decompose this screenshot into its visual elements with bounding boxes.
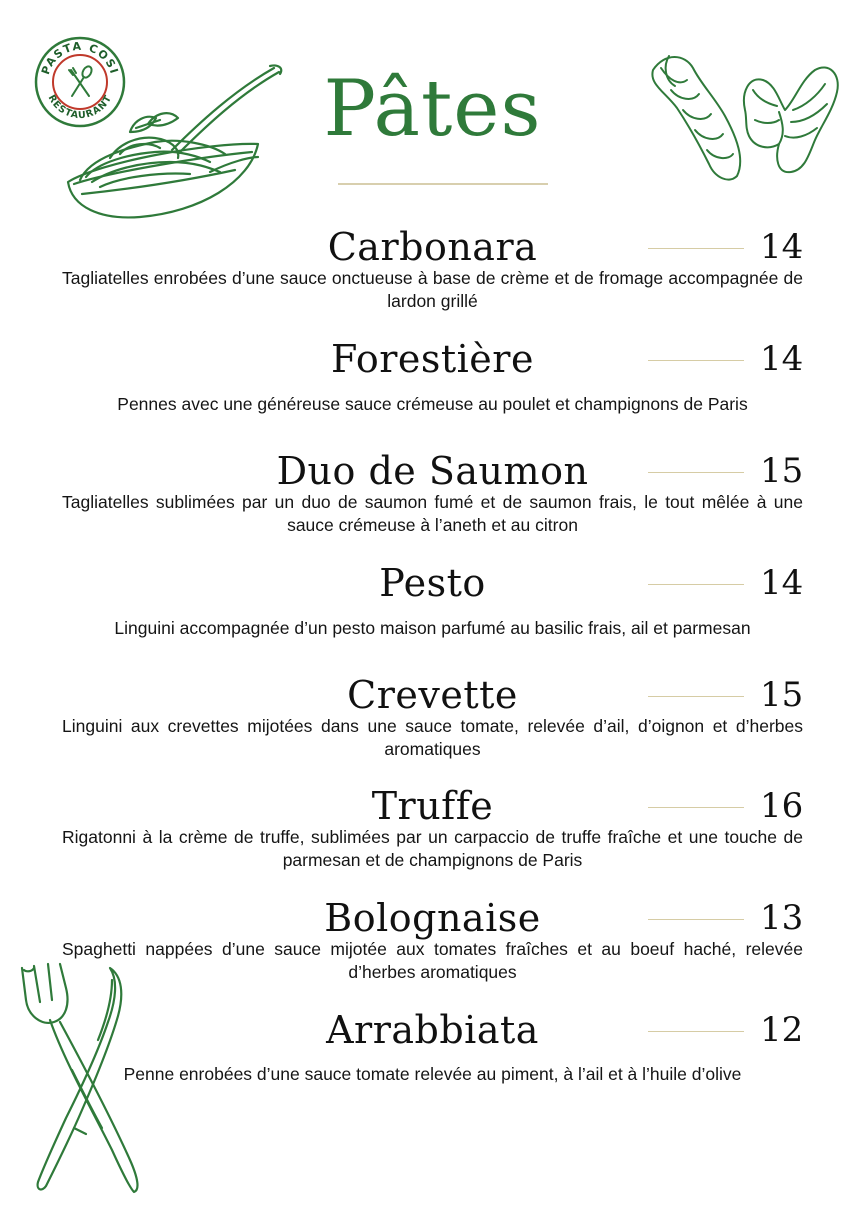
dish-name: Carbonara [327,225,538,269]
dish-description: Linguini aux crevettes mijotées dans une sauce tomate, relevée d’ail, d’oignon et d’herbes aromatiques [62,716,803,759]
dish-price: 14 [760,227,804,267]
menu-item-truffe [0,784,865,887]
title-divider [338,183,548,185]
dish-description: Spaghetti nappées d’une sauce mijotée aux tomates fraîches et au boeuf haché, relevée d’herbes aromatiques [62,939,803,982]
fork-and-knife-illustration [12,960,147,1200]
dish-name: Bolognaise [324,896,541,940]
dish-description: Tagliatelles enrobées d’une sauce onctueuse à base de crème et de fromage accompagnée de lardon grillé [62,268,803,311]
menu-item-forestiere [0,337,865,440]
dish-price: 14 [760,563,804,603]
menu-item-carbonara [0,225,865,328]
pasta-shapes-illustration [645,40,845,190]
price-divider [648,807,744,808]
price-divider [648,472,744,473]
dish-name: Duo de Saumon [276,449,589,493]
dish-description: Linguini accompagnée d’un pesto maison parfumé au basilic frais, ail et parmesan [114,618,751,638]
logo-top-text: PASTA COSI [39,39,121,77]
menu-item-duo-de-saumon [0,449,865,552]
dish-price: 15 [760,451,804,491]
price-divider [648,584,744,585]
logo-bottom-text: RESTAURANT [45,93,115,122]
dish-name: Arrabbiata [326,1008,539,1052]
dish-price: 12 [760,1010,804,1050]
dish-price: 13 [760,898,804,938]
menu-item-crevette [0,673,865,776]
price-divider [648,360,744,361]
dish-price: 16 [760,786,804,826]
dish-name: Crevette [347,673,518,717]
dish-price: 14 [760,339,804,379]
page-title: Pâtes [323,64,542,154]
dish-description: Tagliatelles sublimées par un duo de saumon fumé et de saumon frais, le tout mêlée à une sauce crémeuse à l’aneth et au citron [62,492,803,535]
dish-name: Truffe [371,784,494,828]
price-divider [648,919,744,920]
price-divider [648,248,744,249]
menu-item-pesto [0,561,865,664]
dish-description: Pennes avec une généreuse sauce crémeuse au poulet et champignons de Paris [117,394,748,414]
dish-price: 15 [760,675,804,715]
dish-name: Pesto [379,561,486,605]
price-divider [648,696,744,697]
dish-name: Forestière [331,337,534,381]
dish-description: Rigatonni à la crème de truffe, sublimées par un carpaccio de truffe fraîche et une touche de parmesan et de champignons de Paris [62,827,803,870]
price-divider [648,1031,744,1032]
dish-description: Penne enrobées d’une sauce tomate relevée au piment, à l’ail et à l’huile d’olive [123,1064,742,1084]
